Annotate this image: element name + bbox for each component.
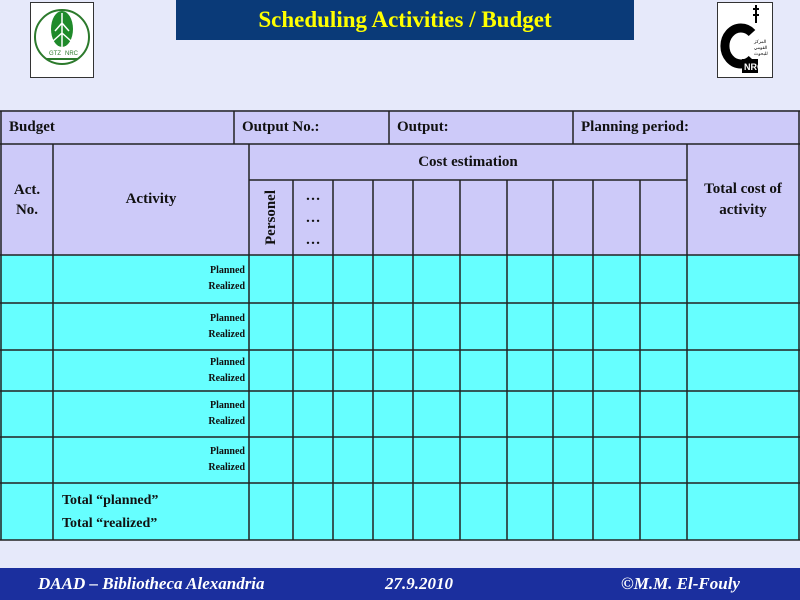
dots-line2: … [305,209,321,226]
act-no-header-line2: No. [15,201,39,218]
realized-label: Realized [208,462,245,473]
cost-estimation-header: Cost estimation [418,153,518,170]
budget-label: Budget [9,118,55,135]
svg-text:GTZ: GTZ [49,51,61,57]
act-no-header [1,144,53,255]
table-row [53,437,245,483]
act-no-header-line1: Act. [13,181,41,198]
output-label: Output: [397,118,449,135]
gtz-nrc-logo [30,2,94,78]
svg-text:NRC: NRC [65,51,78,57]
footer-date: 27.9.2010 [385,574,453,593]
footer-author: ©M.M. El-Fouly [621,574,740,593]
activity-header: Activity [125,191,177,207]
svg-text:NRC: NRC [744,62,764,72]
nrc-logo [717,2,773,78]
realized-label: Realized [208,328,245,340]
table-row [53,350,245,391]
planned-label: Planned [209,356,245,368]
realized-label: Realized [208,281,245,292]
table-row [53,303,245,350]
planned-label: Planned [209,265,245,276]
personel-header [249,180,293,255]
total-cost-header-line1: Total cost of [704,180,782,197]
nrc-logo-icon [718,3,772,77]
svg-text:المركز: المركز [754,39,767,44]
tree-logo-icon [31,3,93,77]
total-realized-label: Total “realized” [62,515,158,531]
budget-table [0,110,800,542]
planning-period-label: Planning period: [581,118,689,135]
output-no-label: Output No.: [242,118,320,135]
footer-bar [0,568,800,600]
svg-text:القومي: القومي [754,45,768,50]
total-planned-label: Total “planned” [62,492,159,508]
total-cost-header-line2: activity [719,201,767,218]
planned-label: Planned [209,400,245,411]
dots-line1: … [305,187,321,204]
realized-label: Realized [208,372,245,384]
personel-header-text: Personel [262,190,279,245]
planned-label: Planned [209,312,245,324]
svg-text:للبحوث: للبحوث [754,51,768,56]
total-row [62,483,248,540]
realized-label: Realized [208,416,245,427]
planned-label: Planned [209,446,245,457]
total-cost-header [687,144,799,255]
table-row [53,391,245,437]
table-row [53,255,245,303]
footer-organization: DAAD – Bibliotheca Alexandria [38,574,265,593]
dots-line3: … [305,231,321,248]
slide-title: Scheduling Activities / Budget [176,0,634,40]
dots-header [293,180,333,255]
